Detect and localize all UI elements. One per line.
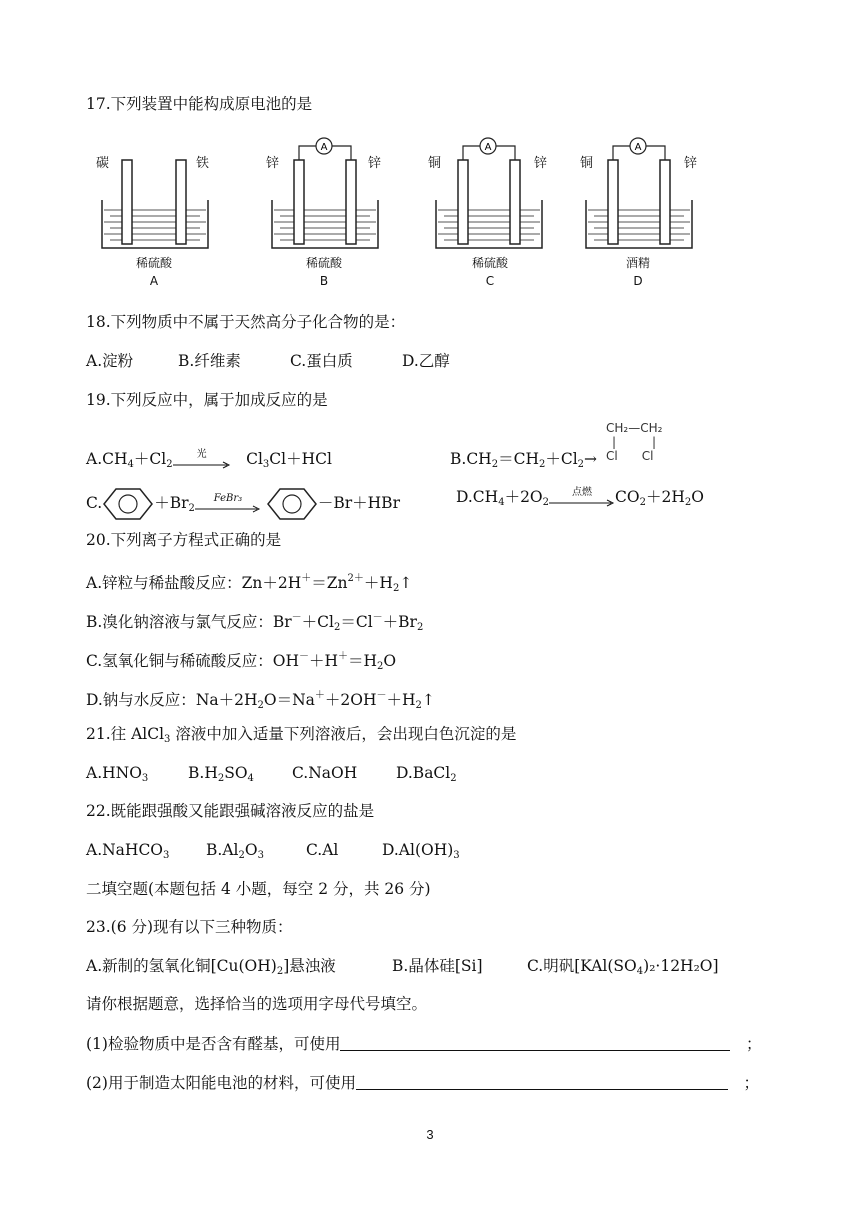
q23-part-2	[86, 1073, 759, 1093]
apparatus-b	[266, 134, 386, 290]
q19-b-product	[606, 421, 662, 463]
arrow-d	[549, 487, 615, 503]
q20-b-text: B.溴化钠溶液与氯气反应：	[86, 613, 273, 631]
electrode-left-a: 碳	[96, 156, 110, 171]
q18-option-c[interactable]: C.蛋白质	[290, 352, 353, 370]
product-bonds: | |	[612, 435, 657, 449]
apparatus-c	[428, 134, 552, 290]
electrode-left-b: 锌	[266, 156, 280, 171]
q23-options	[86, 956, 719, 982]
q23-option-c: C.明矾$[KAl(SO_4)_2\cdot 12H_2O]$	[527, 957, 719, 977]
benzene-ring-product-icon	[266, 487, 318, 521]
electrode-right-d: 锌	[684, 156, 698, 171]
q20-d-text: D.钠与水反应：	[86, 691, 196, 709]
q20-option-b[interactable]: B.溴化钠溶液与氯气反应：$Br^-+Cl_2=Cl^-+Br_2$	[86, 612, 424, 633]
q22-option-b[interactable]: $B.Al_2O_3$	[206, 841, 264, 861]
liquid-b: 稀硫酸	[305, 256, 342, 270]
q20-option-d[interactable]: D.钠与水反应：$Na+2H_2O=Na^++2OH^-+H_2↑$	[86, 690, 435, 711]
electrode-left-c: 铜	[428, 156, 442, 171]
q19-option-a[interactable]: $A.CH_4+Cl_2$ 光 $Cl_3Cl+HCl$	[86, 449, 332, 475]
q21-stem-post: 溶液中加入适量下列溶液后，会出现白色沉淀的是	[175, 725, 517, 743]
q23-part-1	[86, 1034, 762, 1054]
answer-blank-1[interactable]	[340, 1036, 730, 1051]
cond-d: 点燃	[572, 487, 593, 498]
q18-stem: 18.下列物质中不属于天然高分子化合物的是：	[86, 313, 406, 331]
q23-p1-text: (1)检验物质中是否含有醛基，可使用	[86, 1035, 341, 1053]
letter-b: B	[319, 274, 329, 288]
section-title: 二填空题(本题包括 4 小题，每空 2 分，共 26 分)	[86, 880, 431, 898]
electrode-right-a: 铁	[196, 156, 210, 171]
liquid-c: 稀硫酸	[471, 256, 508, 270]
q21-stem: 21.往 AlCl$_3$ 溶液中加入适量下列溶液后，会出现白色沉淀的是	[86, 725, 517, 745]
semicolon-1: ；	[745, 1035, 762, 1053]
q18-option-d[interactable]: D.乙醇	[402, 352, 450, 370]
q19-option-b[interactable]: $B.CH_2=CH_2+Cl_2\to$	[450, 450, 598, 470]
cond-c: FeBr₃	[213, 493, 243, 504]
q19-option-d[interactable]: $D.CH_4+2O_2$ 点燃 $CO_2+2H_2O$	[456, 487, 704, 513]
ammeter-label-b: A	[320, 142, 328, 153]
liquid-a: 稀硫酸	[135, 256, 172, 270]
q21-option-d[interactable]: D.BaCl$_2$	[396, 764, 457, 784]
product-chain: CH₂—CH₂	[606, 421, 663, 435]
q23-p2-text: (2)用于制造太阳能电池的材料，可使用	[86, 1074, 356, 1092]
q22-option-a[interactable]: A.NaHCO$_3$	[86, 841, 170, 861]
q21-option-b[interactable]: $B.H_2SO_4$	[188, 764, 254, 784]
q20-option-c[interactable]: C.氢氧化铜与稀硫酸反应：$OH^-+H^+=H_2O$	[86, 651, 397, 672]
q18-options	[86, 351, 450, 371]
cond-a: 光	[196, 449, 207, 460]
q21-stem-pre: 21.往	[86, 725, 132, 743]
q23-option-a: A.新制的氢氧化铜$[Cu(OH)_2]$悬浊液	[86, 957, 336, 977]
letter-a: A	[149, 274, 159, 288]
page-number: 3	[426, 1127, 434, 1142]
q22-stem: 22.既能跟强酸又能跟强碱溶液反应的盐是	[86, 802, 375, 820]
q23-instruction: 请你根据题意，选择恰当的选项用字母代号填空。	[86, 995, 428, 1013]
semicolon-2: ；	[743, 1074, 759, 1092]
q22-option-c[interactable]: C.Al	[306, 841, 339, 859]
q22-options	[86, 840, 460, 866]
q20-option-a[interactable]: A.锌粒与稀盐酸反应：$Zn+2H^+=Zn^{2+}+H_2↑$	[86, 573, 413, 594]
ammeter-label-c: A	[484, 142, 492, 153]
q23-option-b: B.晶体硅[Si]	[392, 957, 483, 975]
arrow-a	[173, 449, 231, 465]
benzene-ring-icon	[102, 487, 154, 521]
q21-option-a[interactable]: $A.HNO_3$	[86, 764, 149, 784]
answer-blank-2[interactable]	[356, 1075, 728, 1090]
q21-option-c[interactable]: C.NaOH	[292, 764, 358, 782]
letter-d: D	[633, 274, 643, 288]
q23-a-end: ]悬浊液	[283, 957, 336, 975]
q23-c-text: C.明矾[KAl(SO	[527, 957, 637, 975]
liquid-d: 酒精	[625, 256, 650, 270]
electrode-right-c: 锌	[534, 156, 548, 171]
q20-a-text: A.锌粒与稀盐酸反应：	[86, 574, 242, 592]
q18-option-a[interactable]: A.淀粉	[86, 352, 134, 370]
product-chlorines: Cl Cl	[606, 449, 654, 463]
q22-option-d[interactable]: $D.Al(OH)_3$	[382, 841, 460, 861]
apparatus-a	[96, 150, 216, 290]
electrode-right-b: 锌	[368, 156, 382, 171]
q20-stem: 20.下列离子方程式正确的是	[86, 531, 282, 549]
q21-options	[86, 763, 457, 789]
q19-option-c[interactable]: C. $+Br_2$ FeBr₃ －Br＋HBr	[86, 487, 400, 521]
ammeter-label-d: A	[634, 142, 642, 153]
q19-stem: 19.下列反应中，属于加成反应的是	[86, 391, 328, 409]
q18-option-b[interactable]: B.纤维素	[178, 352, 241, 370]
q20-c-text: C.氢氧化铜与稀硫酸反应：	[86, 652, 273, 670]
electrode-left-d: 铜	[580, 156, 594, 171]
q23-a-text: A.新制的氢氧化铜[Cu(OH)	[86, 957, 277, 975]
letter-c: C	[485, 274, 495, 288]
q17-stem: 17.下列装置中能构成原电池的是	[86, 95, 313, 113]
q23-stem: 23.(6 分)现有以下三种物质：	[86, 918, 293, 936]
arrow-c	[195, 493, 261, 509]
q23-c-end: )₂·12H₂O]	[643, 957, 719, 975]
apparatus-d	[580, 134, 704, 290]
